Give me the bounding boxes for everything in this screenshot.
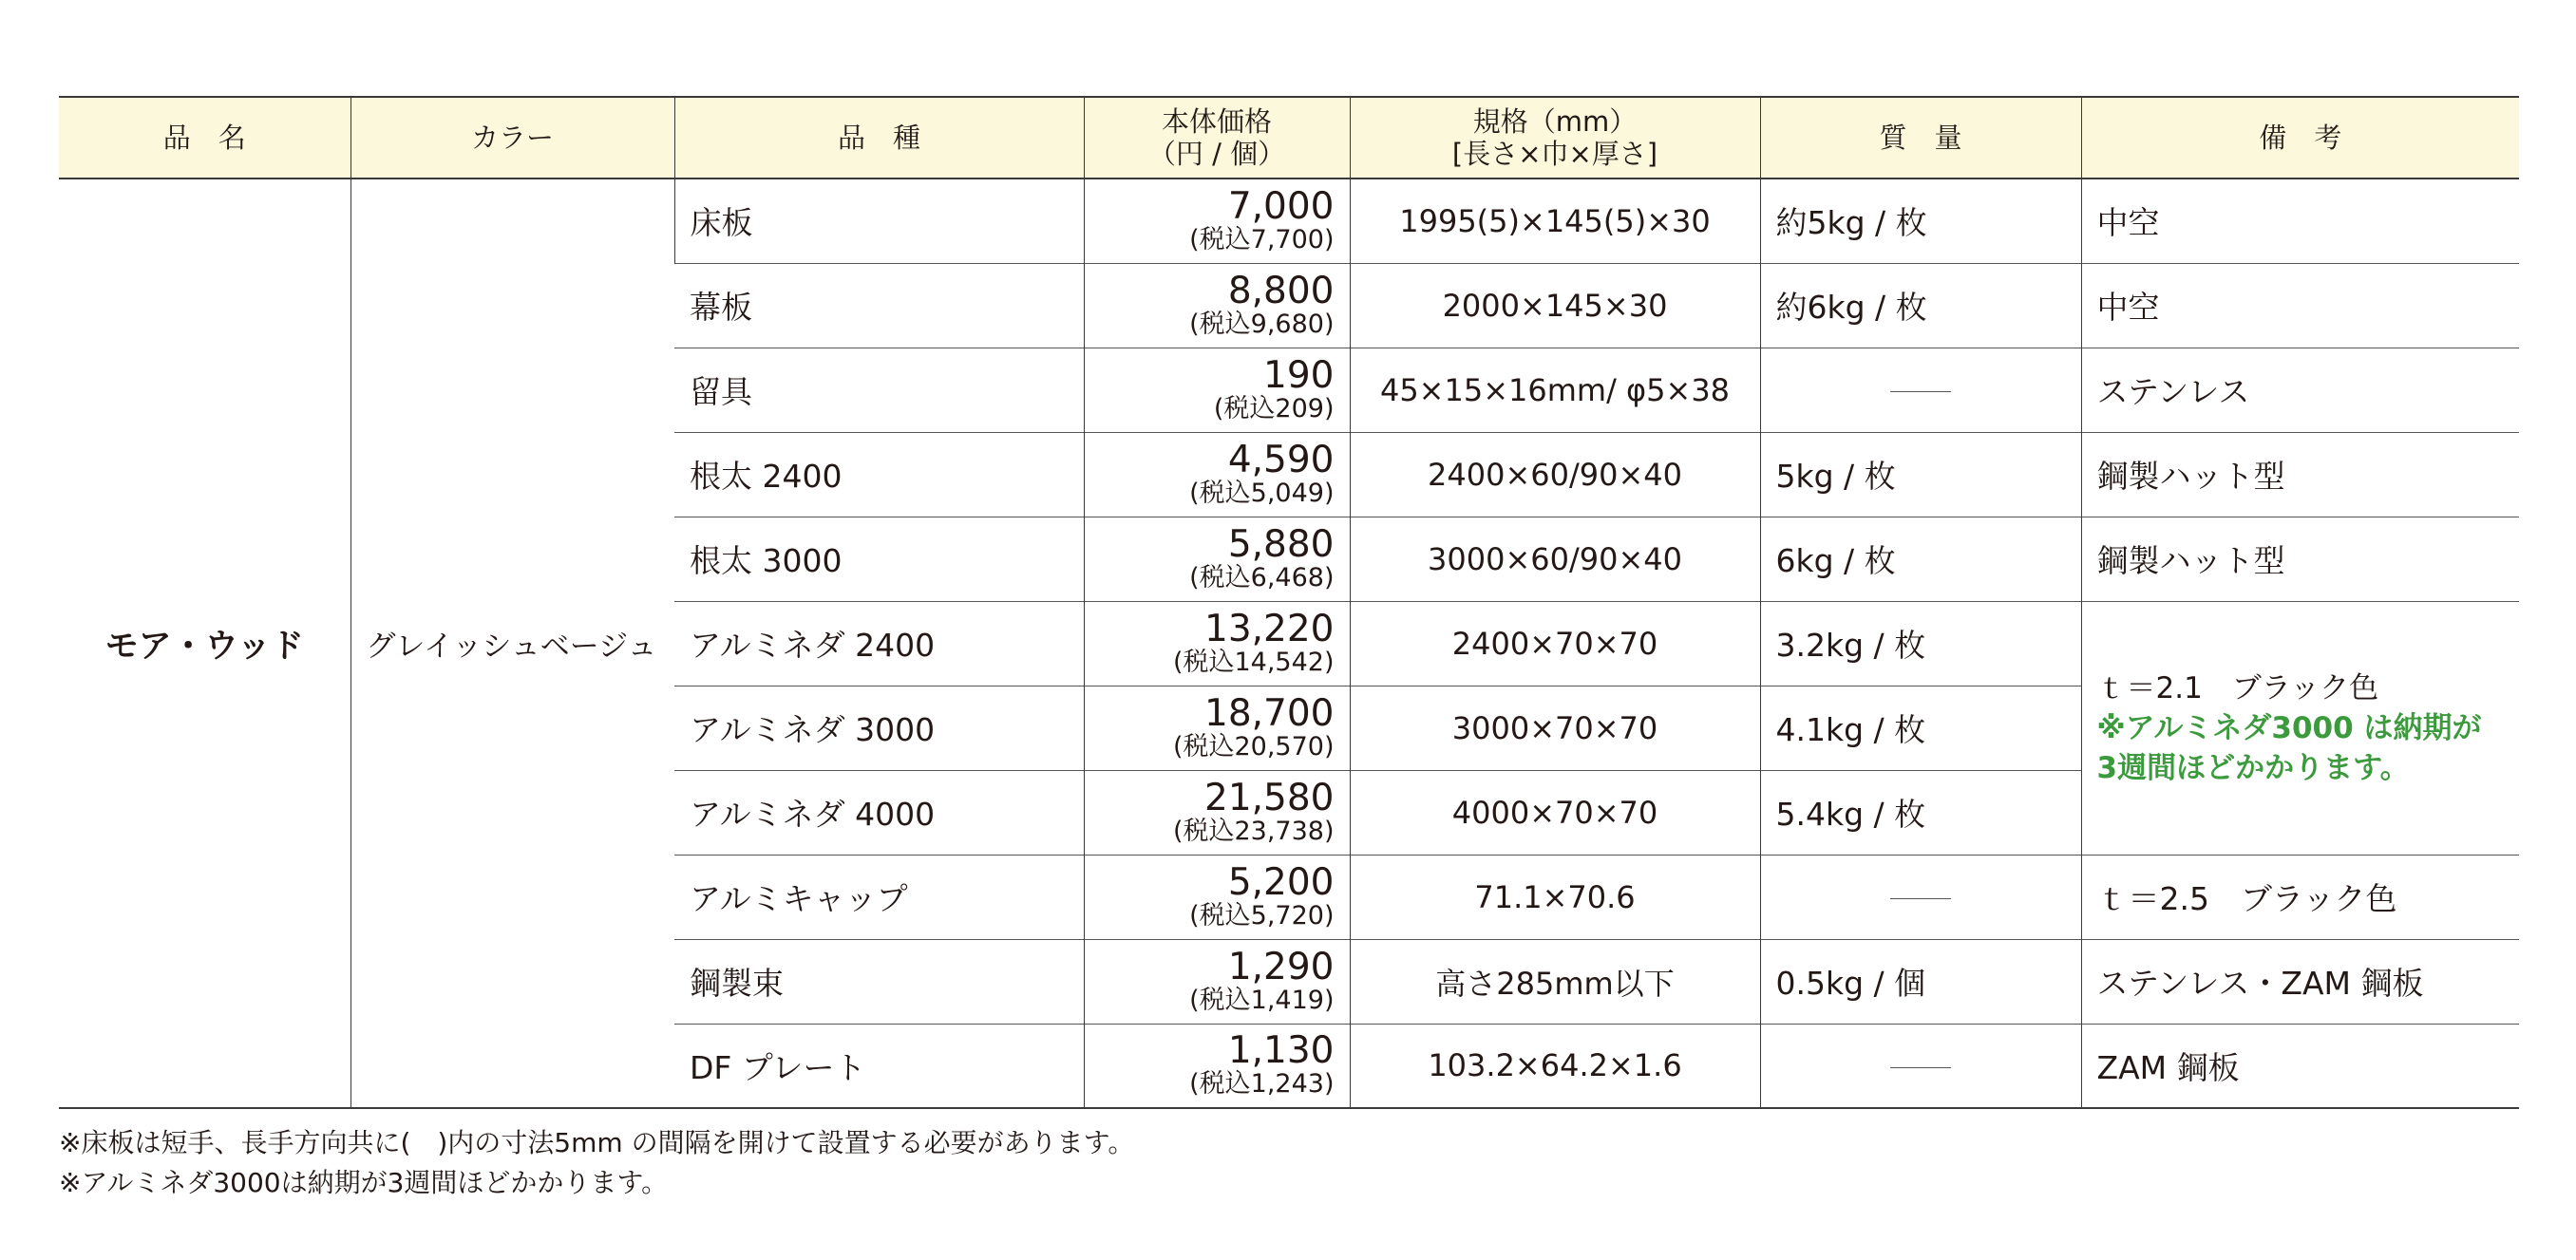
row-spec: 71.1×70.6 [1350, 855, 1760, 939]
row-spec: 4000×70×70 [1350, 770, 1760, 855]
header-price: 本体価格 （円 / 個） [1084, 97, 1350, 179]
row-spec: 2000×145×30 [1350, 263, 1760, 348]
price-tax: (税込1,419) [1189, 985, 1335, 1015]
price-main: 1,130 [1227, 1029, 1335, 1073]
price-main: 4,590 [1227, 438, 1335, 481]
price-tax: (税込14,542) [1172, 647, 1335, 677]
row-note: ステンレス [2081, 348, 2519, 432]
table-row [59, 179, 2519, 263]
row-kind: 幕板 [674, 263, 1084, 348]
row-note: ステンレス・ZAM 鋼板 [2081, 939, 2519, 1024]
row-mass-empty [1760, 1024, 2081, 1108]
row-price [1084, 686, 1350, 770]
table-header-row [59, 97, 2519, 179]
price-tax: (税込9,680) [1189, 309, 1335, 339]
row-note: ｔ＝2.5 ブラック色 [2081, 855, 2519, 939]
header-mass: 質 量 [1760, 97, 2081, 179]
row-mass: 3.2kg / 枚 [1760, 601, 2081, 686]
footnote-lead-time: ※アルミネダ3000は納期が3週間ほどかかります。 [59, 1167, 669, 1198]
row-price [1084, 770, 1350, 855]
product-name: モア・ウッド [59, 179, 350, 1108]
price-tax: (税込5,049) [1189, 478, 1335, 508]
row-mass: 5.4kg / 枚 [1760, 770, 2081, 855]
row-price [1084, 517, 1350, 601]
note-line-black: ｔ＝2.1 ブラック色 [2096, 670, 2379, 705]
footnotes [59, 1123, 1134, 1203]
row-kind: DF プレート [674, 1024, 1084, 1108]
row-price [1084, 939, 1350, 1024]
price-tax: (税込209) [1213, 393, 1335, 423]
price-main: 1,290 [1227, 945, 1335, 988]
price-tax: (税込20,570) [1172, 731, 1335, 762]
row-mass: 0.5kg / 個 [1760, 939, 2081, 1024]
price-main: 21,580 [1204, 776, 1335, 819]
row-price [1084, 348, 1350, 432]
price-tax: (税込23,738) [1172, 816, 1335, 846]
row-spec: 103.2×64.2×1.6 [1350, 1024, 1760, 1108]
row-mass-empty [1760, 855, 2081, 939]
row-mass: 約6kg / 枚 [1760, 263, 2081, 348]
row-kind: 留具 [674, 348, 1084, 432]
row-note: 鋼製ハット型 [2081, 432, 2519, 517]
row-spec: 高さ285mm以下 [1350, 939, 1760, 1024]
dash-mark [1890, 898, 1951, 899]
row-price [1084, 263, 1350, 348]
row-mass: 6kg / 枚 [1760, 517, 2081, 601]
row-mass: 約5kg / 枚 [1760, 179, 2081, 263]
row-spec: 3000×70×70 [1350, 686, 1760, 770]
price-main: 8,800 [1227, 269, 1335, 312]
price-main: 18,700 [1204, 691, 1335, 735]
row-note: ZAM 鋼板 [2081, 1024, 2519, 1108]
row-note: 中空 [2081, 179, 2519, 263]
footnote-floor-gap: ※床板は短手、長手方向共に( )内の寸法5mm の間隔を開けて設置する必要があります。 [59, 1127, 1135, 1158]
row-mass-empty [1760, 348, 2081, 432]
row-spec: 1995(5)×145(5)×30 [1350, 179, 1760, 263]
price-main: 5,200 [1227, 860, 1335, 904]
note-line-lead-time-2: 3週間ほどかかります。 [2096, 750, 2410, 785]
row-price [1084, 601, 1350, 686]
row-spec: 2400×60/90×40 [1350, 432, 1760, 517]
row-kind: アルミキャップ [674, 855, 1084, 939]
row-kind: 根太 2400 [674, 432, 1084, 517]
row-price [1084, 1024, 1350, 1108]
row-kind: 鋼製束 [674, 939, 1084, 1024]
row-kind: アルミネダ 4000 [674, 770, 1084, 855]
row-mass: 5kg / 枚 [1760, 432, 2081, 517]
header-spec: 規格（mm） [長さ×巾×厚さ] [1350, 97, 1760, 179]
dash-mark [1890, 1067, 1951, 1068]
header-color: カラー [350, 97, 674, 179]
price-tax: (税込7,700) [1189, 224, 1335, 254]
product-color: グレイッシュベージュ [350, 179, 674, 1108]
row-kind: 根太 3000 [674, 517, 1084, 601]
aluminum-joist-note [2081, 601, 2519, 855]
row-note: 鋼製ハット型 [2081, 517, 2519, 601]
row-price [1084, 855, 1350, 939]
note-line-lead-time: ※アルミネダ3000 は納期が [2096, 710, 2482, 745]
price-tax: (税込1,243) [1189, 1069, 1335, 1100]
price-table-container [59, 96, 2519, 1109]
price-table [59, 96, 2519, 1109]
header-kind: 品 種 [674, 97, 1084, 179]
price-main: 13,220 [1204, 607, 1335, 650]
row-mass: 4.1kg / 枚 [1760, 686, 2081, 770]
price-main: 7,000 [1227, 184, 1335, 228]
row-price [1084, 179, 1350, 263]
row-note: 中空 [2081, 263, 2519, 348]
row-spec: 45×15×16mm/ φ5×38 [1350, 348, 1760, 432]
row-kind: アルミネダ 3000 [674, 686, 1084, 770]
price-main: 190 [1263, 353, 1335, 397]
price-tax: (税込5,720) [1189, 900, 1335, 931]
row-spec: 3000×60/90×40 [1350, 517, 1760, 601]
header-note: 備 考 [2081, 97, 2519, 179]
dash-mark [1890, 391, 1951, 392]
row-kind: 床板 [674, 179, 1084, 263]
row-price [1084, 432, 1350, 517]
price-main: 5,880 [1227, 522, 1335, 566]
row-spec: 2400×70×70 [1350, 601, 1760, 686]
row-kind: アルミネダ 2400 [674, 601, 1084, 686]
header-name: 品 名 [59, 97, 350, 179]
price-tax: (税込6,468) [1189, 562, 1335, 592]
